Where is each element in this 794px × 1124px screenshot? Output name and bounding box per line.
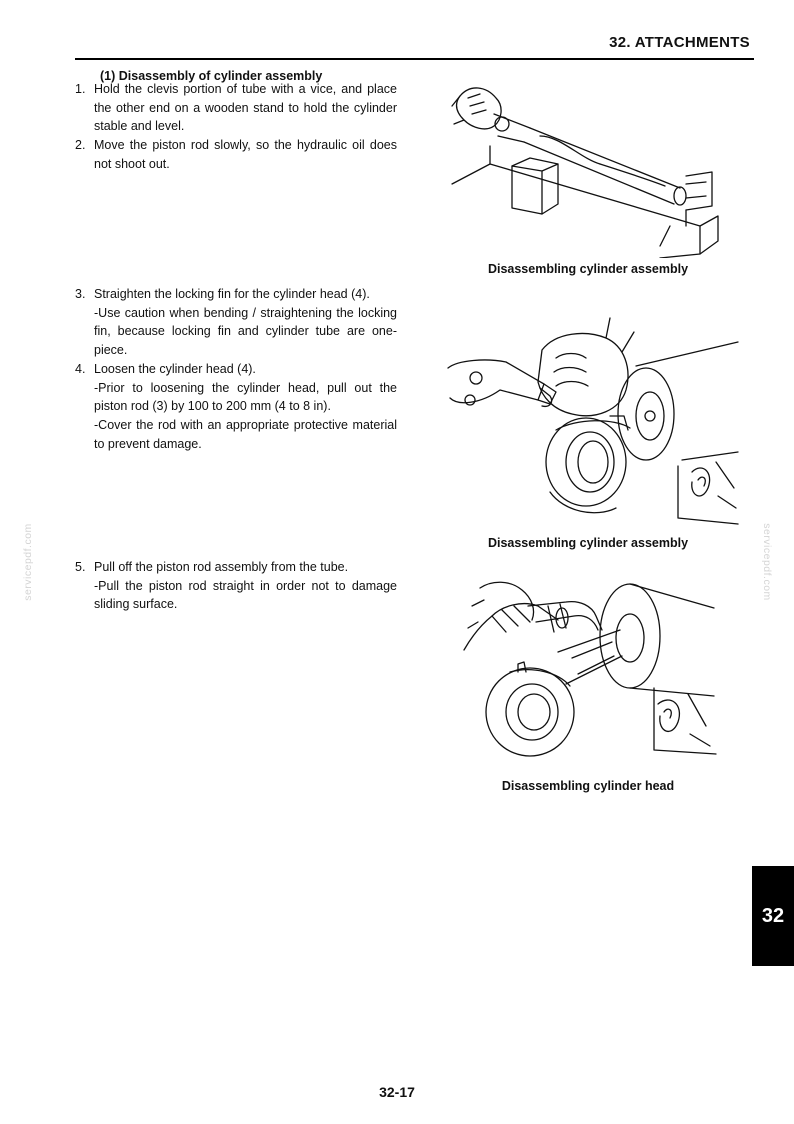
figure-caption: Disassembling cylinder assembly xyxy=(487,262,689,276)
step-text: Move the piston rod slowly, so the hydraulic oil does not shoot out. xyxy=(94,138,397,171)
step-number: 2. xyxy=(75,138,86,153)
figure-caption: Disassembling cylinder assembly xyxy=(487,536,689,550)
figure-pulling-piston-rod xyxy=(462,576,718,760)
page-number: 32-17 xyxy=(379,1084,415,1100)
steps-group-1 xyxy=(75,80,397,174)
figure-loosening-cylinder-head xyxy=(446,312,740,526)
step-2 xyxy=(75,136,397,173)
step-1 xyxy=(75,80,397,136)
step-number: 5. xyxy=(75,560,86,574)
watermark-left: servicepdf.com xyxy=(22,523,34,601)
steps-group-2 xyxy=(75,285,397,453)
step-4 xyxy=(75,360,397,379)
step-text: Straighten the locking fin for the cylinder head (4). xyxy=(94,287,370,301)
step-note: -Pull the piston rod straight in order not to damage sliding surface. xyxy=(94,578,397,612)
step-text: Pull off the piston rod assembly from the tube. xyxy=(94,560,349,574)
step-number: 4. xyxy=(75,361,86,376)
step-number: 3. xyxy=(75,287,86,301)
step-text: Hold the clevis portion of tube with a vice, and place the other end on a wooden stand to hold the cylinder stable and level. xyxy=(94,82,397,134)
step-3 xyxy=(75,285,397,304)
step-note: -Use caution when bending / straightening the locking fin, because locking fin and cylinder tube are one-piece. xyxy=(94,305,397,358)
figure-cylinder-in-vice xyxy=(450,76,720,258)
header-rule xyxy=(75,58,754,60)
section-heading: (1) Disassembly of cylinder assembly xyxy=(100,69,323,83)
steps-group-3 xyxy=(75,558,397,614)
chapter-tab: 32 xyxy=(752,866,794,966)
step-note: -Prior to loosening the cylinder head, pull out the piston rod (3) by 100 to 200 mm (4 to 8 in). xyxy=(94,380,397,414)
step-5 xyxy=(75,558,397,577)
watermark-right: servicepdf.com xyxy=(761,523,773,601)
figure-caption: Disassembling cylinder head xyxy=(501,779,675,793)
page-header-title: 32. ATTACHMENTS xyxy=(609,34,750,51)
step-note: -Cover the rod with an appropriate protective material to prevent damage. xyxy=(94,417,397,451)
step-text: Loosen the cylinder head (4). xyxy=(94,361,256,376)
step-number: 1. xyxy=(75,82,86,96)
